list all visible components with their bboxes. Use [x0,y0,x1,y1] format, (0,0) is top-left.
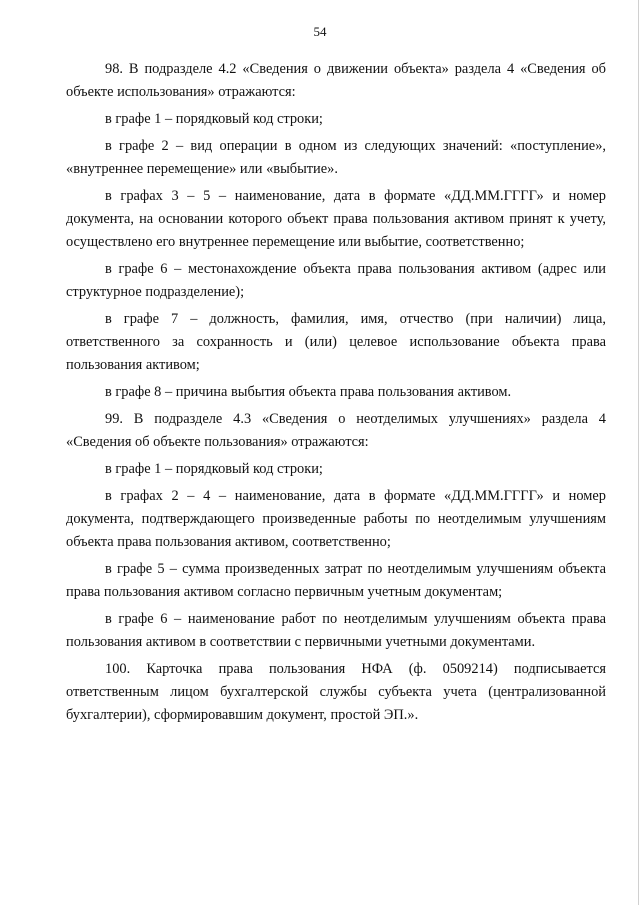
paragraph-item: в графах 3 – 5 – наименование, дата в формате «ДД.ММ.ГГГГ» и номер документа, на основании которого объект права пользования активом принят к учету, осуществлено его внутреннее перемещение или выбытие, соответственно; [66,188,606,250]
paragraph-98: 98. В подразделе 4.2 «Сведения о движении объекта» раздела 4 «Сведения об объекте использования» отражаются: [66,61,606,100]
page-edge [638,0,639,905]
paragraph-item: в графе 1 – порядковый код строки; [105,111,323,127]
document-body [66,58,606,731]
paragraph-item: в графе 1 – порядковый код строки; [105,461,323,477]
page-number: 54 [313,24,327,39]
paragraph-99: 99. В подразделе 4.3 «Сведения о неотделимых улучшениях» раздела 4 «Сведения об объекте пользования» отражаются: [66,411,606,450]
paragraph-item: в графах 2 – 4 – наименование, дата в формате «ДД.ММ.ГГГГ» и номер документа, подтверждающего произведенные работы по неотделимым улучшениям объекта права пользования активом, соответственно; [66,488,606,550]
paragraph-item: в графе 5 – сумма произведенных затрат по неотделимым улучшениям объекта права пользования активом согласно первичным учетным документам; [66,561,606,600]
paragraph-item: в графе 2 – вид операции в одном из следующих значений: «поступление», «внутреннее перемещение» или «выбытие». [66,138,606,177]
paragraph-100: 100. Карточка права пользования НФА (ф. 0509214) подписывается ответственным лицом бухгалтерской службы субъекта учета (централизованной бухгалтерии), сформировавшим документ, простой ЭП.». [66,661,606,723]
paragraph-item: в графе 8 – причина выбытия объекта права пользования активом. [105,384,512,400]
paragraph-item: в графе 6 – местонахождение объекта права пользования активом (адрес или структурное подразделение); [66,261,606,300]
paragraph-item: в графе 7 – должность, фамилия, имя, отчество (при наличии) лица, ответственного за сохранность и (или) целевое использование объекта права пользования активом; [66,311,606,373]
paragraph-item: в графе 6 – наименование работ по неотделимым улучшениям объекта права пользования активом в соответствии с первичными учетными документами. [66,611,606,650]
